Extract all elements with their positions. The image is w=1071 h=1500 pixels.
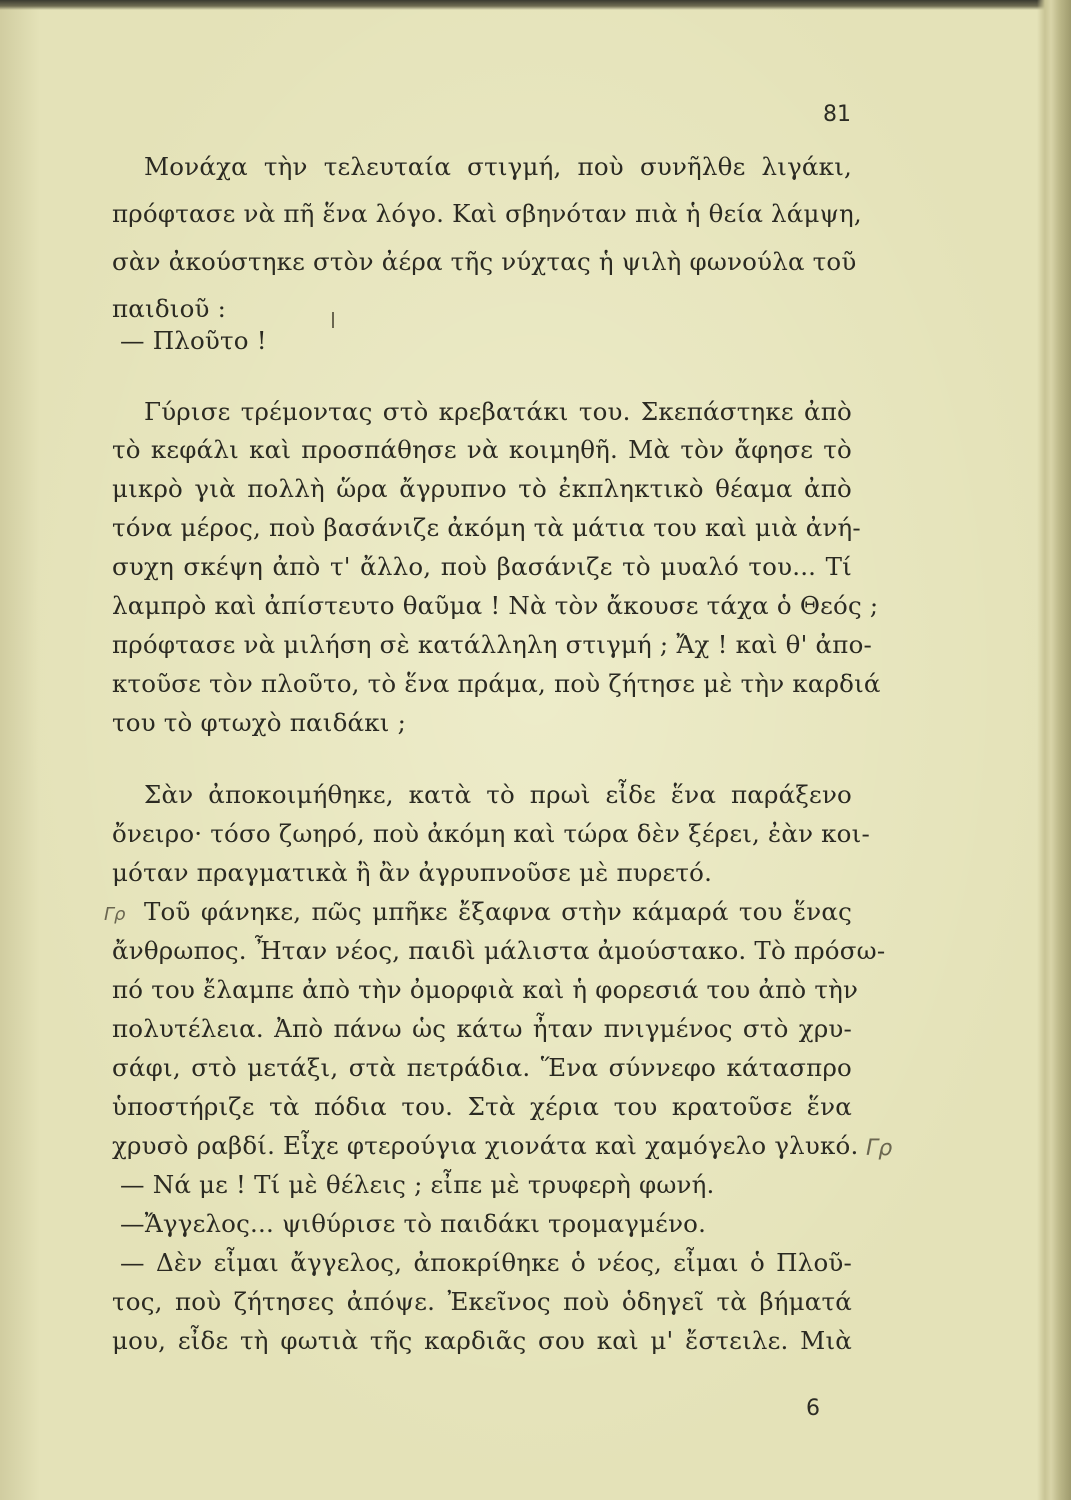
text-line: Τοῦ φάνηκε, πῶς μπῆκε ἔξαφνα στὴν κάμαρά του ἕνας — [144, 897, 852, 926]
text-line: πρόφτασε νὰ πῆ ἕνα λόγο. Καὶ σβηνόταν πιὰ ἡ θεία λάμψη, — [112, 199, 862, 228]
text-line: ἄνθρωπος. Ἦταν νέος, παιδὶ μάλιστα ἀμούστακο. Τὸ πρόσω- — [112, 936, 886, 965]
text-line: Μονάχα τὴν τελευταία στιγμή, ποὺ συνῆλθε λιγάκι, — [144, 152, 852, 181]
page-number-top: 81 — [823, 102, 851, 127]
margin-annotation-right: Γρ — [866, 1136, 893, 1161]
text-line: κτοῦσε τὸν πλοῦτο, τὸ ἕνα πράμα, ποὺ ζήτησε μὲ τὴν καρδιά — [112, 669, 881, 698]
text-line: τος, ποὺ ζήτησες ἀπόψε. Ἐκεῖνος ποὺ ὁδηγεῖ τὰ βήματά — [112, 1287, 852, 1316]
text-line: τόνα μέρος, ποὺ βασάνιζε ἀκόμη τὰ μάτια του καὶ μιὰ ἀνή- — [112, 513, 861, 542]
text-line: σὰν ἀκούστηκε στὸν ἀέρα τῆς νύχτας ἡ ψιλὴ φωνούλα τοῦ — [112, 247, 857, 276]
text-line: — Δὲν εἶμαι ἄγγελος, ἀποκρίθηκε ὁ νέος, εἶμαι ὁ Πλοῦ- — [120, 1248, 852, 1277]
stray-pencil-mark — [332, 312, 334, 328]
text-line: λαμπρὸ καὶ ἀπίστευτο θαῦμα ! Νὰ τὸν ἄκουσε τάχα ὁ Θεός ; — [112, 591, 879, 620]
text-line: —Ἄγγελος... ψιθύρισε τὸ παιδάκι τρομαγμένο. — [120, 1209, 707, 1238]
text-line: του τὸ φτωχὸ παιδάκι ; — [112, 708, 407, 737]
page-number-bottom: 6 — [806, 1396, 820, 1421]
text-line: — Πλοῦτο ! — [120, 326, 267, 355]
text-line: Σὰν ἀποκοιμήθηκε, κατὰ τὸ πρωὶ εἶδε ἕνα παράξενο — [144, 780, 852, 809]
text-line: μου, εἶδε τὴ φωτιὰ τῆς καρδιᾶς σου καὶ μ' ἔστειλε. Μιὰ — [112, 1326, 852, 1355]
text-line: πολυτέλεια. Ἀπὸ πάνω ὡς κάτω ἦταν πνιγμένος στὸ χρυ- — [112, 1014, 852, 1043]
text-line: Γύρισε τρέμοντας στὸ κρεβατάκι του. Σκεπάστηκε ἀπὸ — [144, 397, 852, 426]
text-line: χρυσὸ ραβδί. Εἶχε φτερούγια χιονάτα καὶ χαμόγελο γλυκό. — [112, 1131, 859, 1160]
text-line: πό του ἔλαμπε ἀπὸ τὴν ὀμορφιὰ καὶ ἡ φορεσιά του ἀπὸ τὴν — [112, 975, 859, 1004]
text-line: μόταν πραγματικὰ ἢ ἂν ἀγρυπνοῦσε μὲ πυρετό. — [112, 858, 713, 887]
text-line: σάφι, στὸ μετάξι, στὰ πετράδια. Ἕνα σύννεφο κάτασπρο — [112, 1053, 852, 1082]
text-line: συχη σκέψη ἀπὸ τ' ἄλλο, ποὺ βασάνιζε τὸ μυαλό του... Τί — [112, 552, 852, 581]
text-line: παιδιοῦ : — [112, 294, 227, 323]
page-right-edge — [1037, 0, 1071, 1500]
text-line: ὑποστήριζε τὰ πόδια του. Στὰ χέρια του κρατοῦσε ἕνα — [112, 1092, 852, 1121]
margin-annotation: Γρ — [104, 904, 126, 925]
text-line: μικρὸ γιὰ πολλὴ ὥρα ἄγρυπνο τὸ ἐκπληκτικὸ θέαμα ἀπὸ — [112, 474, 852, 503]
text-line: — Νά με ! Τί μὲ θέλεις ; εἶπε μὲ τρυφερὴ φωνή. — [120, 1170, 715, 1199]
text-line: τὸ κεφάλι καὶ προσπάθησε νὰ κοιμηθῆ. Μὰ τὸν ἄφησε τὸ — [112, 435, 852, 464]
page-top-edge — [0, 0, 1071, 10]
text-line: ὄνειρο· τόσο ζωηρό, ποὺ ἀκόμη καὶ τώρα δὲν ξέρει, ἐὰν κοι- — [112, 819, 870, 848]
text-line: πρόφτασε νὰ μιλήση σὲ κατάλληλη στιγμή ; Ἄχ ! καὶ θ' ἀπο- — [112, 630, 873, 659]
